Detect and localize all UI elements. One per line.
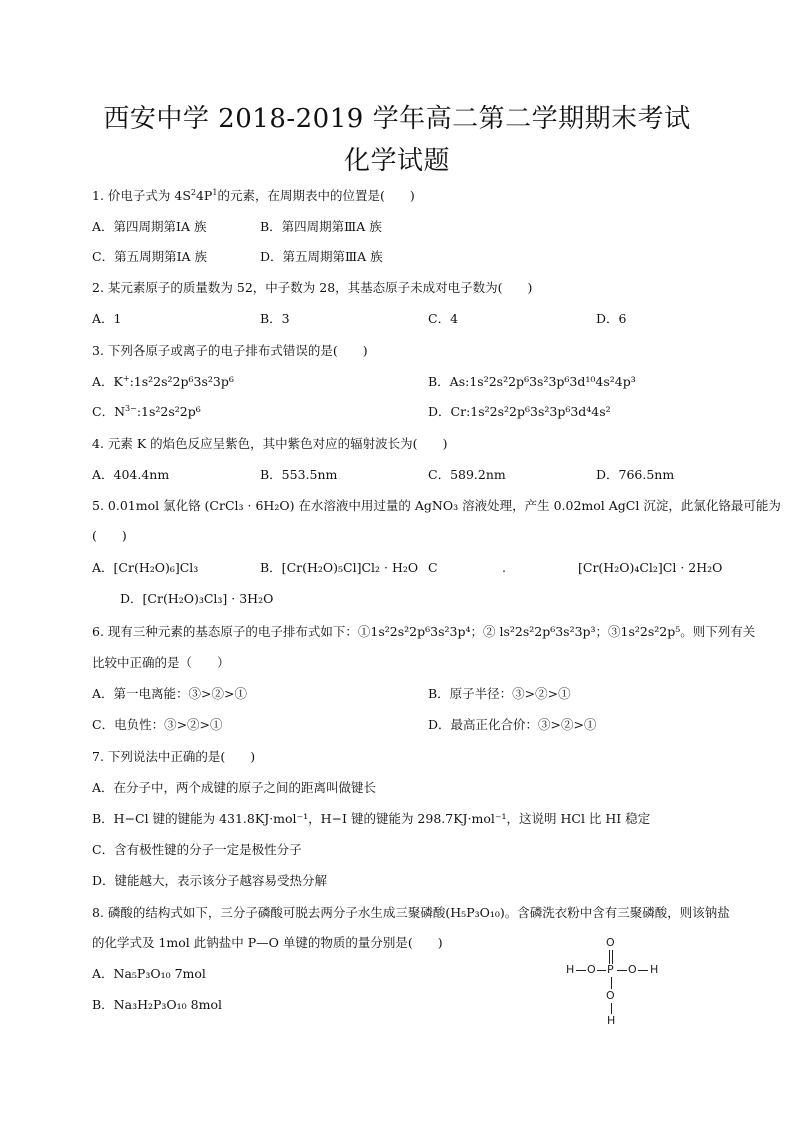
question-6-option-c: C．电负性：③>②>① xyxy=(92,717,223,732)
question-2-option-d: D．6 xyxy=(596,311,627,326)
question-5-stem: 5. 0.01mol 氯化铬 (CrCl₃ · 6H₂O) 在水溶液中用过量的 AgNO₃ 溶液处理，产生 0.02mol AgCl 沉淀，此氯化铬最可能为 xyxy=(92,498,781,513)
question-4-option-d: D．766.5nm xyxy=(596,467,675,482)
question-8-option-b: B．Na₃H₂P₃O₁₀ 8mol xyxy=(92,997,222,1012)
question-7-option-a: A．在分子中，两个成键的原子之间的距离叫做键长 xyxy=(92,780,377,795)
question-3-option-d: D．Cr:1s²2s²2p⁶3s²3p⁶3d⁴4s² xyxy=(428,404,611,419)
question-1-option-b: B．第四周期第ⅢA 族 xyxy=(260,219,382,234)
question-1-stem: 1. 价电子式为 $4S^24P^1$的元素，在周期表中的位置是( ) xyxy=(92,187,415,203)
question-5-option-a: A．[Cr(H₂O)₆]Cl₃ xyxy=(92,560,199,575)
question-6-stem-continued: 比较中正确的是（ ） xyxy=(92,655,230,670)
bond-p-o-bottom xyxy=(611,977,612,989)
atom-o-left: O xyxy=(587,963,596,976)
question-5-stem-continued: ( ) xyxy=(92,528,127,543)
atom-o-top: O xyxy=(606,936,615,949)
question-8-option-a: A．Na₅P₃O₁₀ 7mol xyxy=(92,966,206,981)
phosphoric-acid-structure xyxy=(562,936,672,1028)
bond-o-p-left xyxy=(597,970,606,971)
question-1-option-d: D．第五周期第ⅢA 族 xyxy=(260,249,383,264)
question-4-option-a: A．404.4nm xyxy=(92,467,170,482)
question-3-option-a: A．K+:1s²2s²2p⁶3s²3p⁶ xyxy=(92,373,234,389)
question-1-option-a: A．第四周期第ⅠA 族 xyxy=(92,219,207,234)
question-5-option-c-dot: . xyxy=(502,560,506,575)
question-7-stem: 7. 下列说法中正确的是( ) xyxy=(92,749,256,764)
question-6-stem: 6. 现有三种元素的基态原子的电子排布式如下：①1s²2s²2p⁶3s²3p⁴；② ls²2s²2p⁶3s²3p³；③1s²2s²2p⁵。则下列有关 xyxy=(92,624,756,639)
question-3-stem: 3. 下列各原子或离子的电子排布式错误的是( ) xyxy=(92,343,368,358)
atom-h-left: H xyxy=(566,963,575,976)
question-1-option-c: C．第五周期第ⅠA 族 xyxy=(92,249,208,264)
question-2-option-c: C．4 xyxy=(428,311,459,326)
exam-title: 西安中学 2018-2019 学年高二第二学期期末考试 xyxy=(103,104,691,134)
bond-p-o-double-b xyxy=(612,950,613,964)
question-2-option-a: A．1 xyxy=(92,311,122,326)
atom-o-bottom: O xyxy=(606,989,615,1002)
question-7-option-b: B．H−Cl 键的键能为 431.8KJ·mol⁻¹，H−I 键的键能为 298.7KJ·mol⁻¹，这说明 HCl 比 HI 稳定 xyxy=(92,811,651,826)
question-2-stem: 2. 某元素原子的质量数为 52，中子数为 28，其基态原子未成对电子数为( ) xyxy=(92,280,533,295)
question-8-stem: 8. 磷酸的结构式如下，三分子磷酸可脱去两分子水生成三聚磷酸(H₅P₃O₁₀)。含磷洗衣粉中含有三聚磷酸，则该钠盐 xyxy=(92,905,730,920)
question-6-option-d: D．最高正化合价：③>②>① xyxy=(428,717,597,732)
question-4-option-b: B．553.5nm xyxy=(260,467,338,482)
question-5-option-d: D．[Cr(H₂O)₃Cl₃] · 3H₂O xyxy=(120,591,274,606)
atom-o-right: O xyxy=(628,963,637,976)
question-8-stem-continued: 的化学式及 1mol 此钠盐中 P—O 单键的物质的量分别是( ) xyxy=(92,935,443,950)
question-6-option-a: A．第一电离能：③>②>① xyxy=(92,686,247,701)
question-7-option-d: D．键能越大，表示该分子越容易受热分解 xyxy=(92,873,328,888)
question-6-option-b: B．原子半径：③>②>① xyxy=(428,686,571,701)
bond-o-h-right xyxy=(638,970,648,971)
bond-p-o-right xyxy=(617,970,627,971)
atom-h-bottom: H xyxy=(607,1014,616,1027)
question-5-option-c-letter: C xyxy=(428,560,438,575)
bond-h-o-left xyxy=(576,970,586,971)
question-5-option-c: [Cr(H₂O)₄Cl₂]Cl · 2H₂O xyxy=(578,560,723,575)
question-7-option-c: C．含有极性键的分子一定是极性分子 xyxy=(92,842,302,857)
question-4-option-c: C．589.2nm xyxy=(428,467,506,482)
atom-h-right: H xyxy=(650,963,659,976)
question-5-option-b: B．[Cr(H₂O)₅Cl]Cl₂ · H₂O xyxy=(260,560,419,575)
question-3-option-b: B．As:1s²2s²2p⁶3s²3p⁶3d¹⁰4s²4p³ xyxy=(428,374,636,389)
question-4-stem: 4. 元素 K 的焰色反应呈紫色，其中紫色对应的辐射波长为( ) xyxy=(92,436,448,451)
question-2-option-b: B．3 xyxy=(260,311,290,326)
bond-p-o-double-a xyxy=(609,950,610,964)
atom-p: P xyxy=(607,963,614,976)
bond-o-h-bottom xyxy=(611,1003,612,1014)
question-3-option-c: C．$N^{3-}:1s^22s^22p^6$ xyxy=(92,403,201,419)
exam-subtitle: 化学试题 xyxy=(343,146,450,176)
